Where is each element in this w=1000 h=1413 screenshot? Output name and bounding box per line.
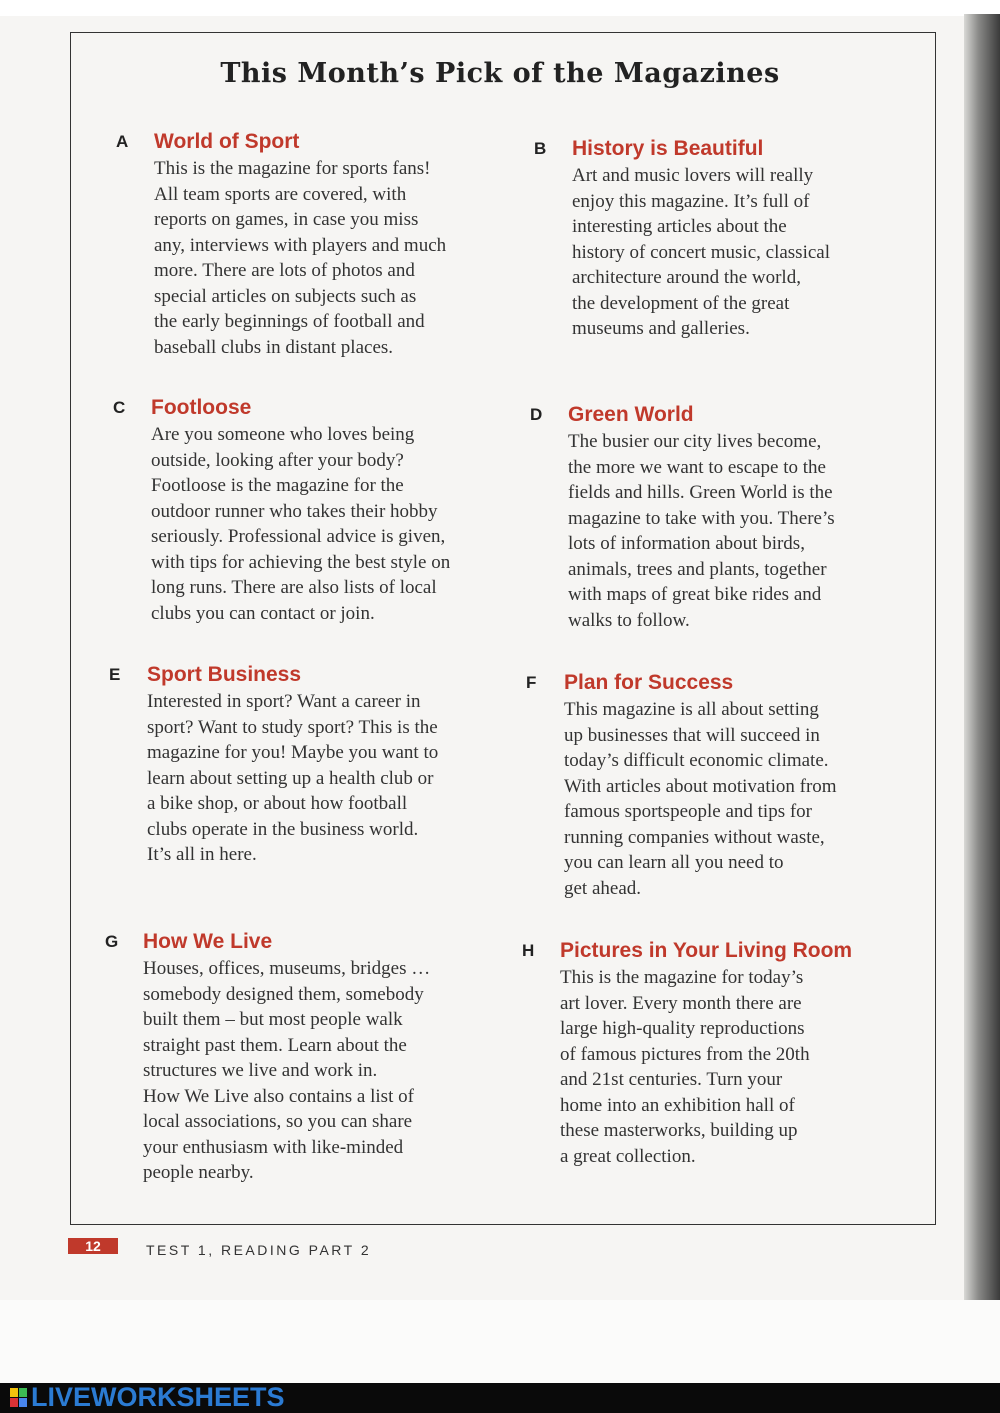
magazine-description: Are you someone who loves being outside, looking after your body? Footloose is the magazine for the outdoor runner who takes their hobby seriously. Professional advice is given, with tips for achieving the best style on long runs. There are also lists of local clubs you can contact or join.	[151, 424, 451, 624]
magazine-description: Interested in sport? Want a career in sport? Want to study sport? This is the magazine for you! Maybe you want to learn about setting up a health club or a bike shop, or about how football clubs operate in the business world. It’s all in here.	[147, 691, 439, 865]
magazine-title: How We Live	[143, 930, 273, 953]
liveworksheets-logo	[10, 1382, 285, 1412]
entry-letter: E	[109, 665, 121, 684]
entry-letter: H	[522, 941, 535, 960]
magazine-title: Sport Business	[147, 663, 302, 686]
entry-letter: F	[526, 673, 537, 692]
scan-page-edge-shadow	[964, 14, 1000, 1314]
magazine-description: The busier our city lives become, the more we want to escape to the fields and hills. Green World is the magazine to take with you. There’s lots of information about birds, animals, trees and plants, together with maps of great bike rides and walks to follow.	[568, 431, 835, 631]
section-label: TEST 1, READING PART 2	[146, 1242, 372, 1258]
magazine-entry-a	[116, 130, 499, 360]
logo-blocks-icon	[10, 1388, 27, 1407]
magazine-title: Footloose	[151, 396, 252, 419]
magazine-title: History is Beautiful	[572, 137, 764, 160]
page-number-badge: 12	[68, 1238, 118, 1254]
entry-letter: G	[105, 932, 119, 951]
magazine-entry-g	[105, 930, 488, 1186]
entry-letter: C	[113, 398, 126, 417]
magazine-entry-h	[522, 939, 885, 1169]
magazine-description: Art and music lovers will really enjoy this magazine. It’s full of interesting articles about the history of concert music, classical architecture around the world, the development of the great museums and galleries.	[572, 165, 831, 339]
magazine-title: World of Sport	[154, 130, 300, 153]
magazine-entry-c	[113, 396, 501, 626]
watermark-text: LIVEWORKSHEETS	[31, 1382, 285, 1412]
entry-letter: D	[530, 405, 543, 424]
magazine-title: Green World	[568, 403, 694, 426]
entry-letter: B	[534, 139, 547, 158]
magazine-title: Plan for Success	[564, 671, 734, 694]
entry-letter: A	[116, 132, 129, 151]
magazine-description: This is the magazine for today’s art lover. Every month there are large high-quality reproductions of famous pictures from the 20th and 21st centuries. Turn your home into an exhibition hall of these masterworks, building up a great collection.	[560, 967, 810, 1167]
magazine-description: Houses, offices, museums, bridges … somebody designed them, somebody built them – but most people walk straight past them. Learn about the structures we live and work in. How We Live also contains a list of local associations, so you can share your enthusiasm with like-minded people nearby.	[143, 958, 431, 1183]
magazine-entry-d	[530, 403, 888, 633]
magazine-description: This magazine is all about setting up businesses that will succeed in today’s difficult economic climate. With articles about motivation from famous sportspeople and tips for running companies without waste, you can learn all you need to get ahead.	[564, 699, 837, 899]
magazine-entry-b	[534, 137, 892, 342]
magazine-description: This is the magazine for sports fans! All team sports are covered, with reports on games, in case you miss any, interviews with players and much more. There are lots of photos and special articles on subjects such as the early beginnings of football and baseball clubs in distant places.	[154, 158, 447, 358]
scan-top-margin	[0, 0, 1000, 16]
page-title: This Month’s Pick of the Magazines	[220, 58, 780, 89]
scan-bottom-margin	[0, 1300, 1000, 1395]
magazine-entry-e	[109, 663, 492, 868]
magazine-entry-f	[526, 671, 889, 901]
magazine-title: Pictures in Your Living Room	[560, 939, 853, 962]
